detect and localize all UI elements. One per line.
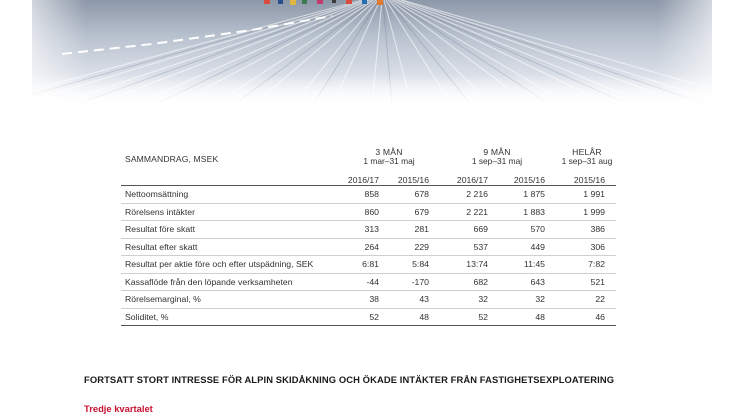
row-label: Resultat per aktie före och efter utspädning, SEK	[125, 259, 314, 269]
table-row	[121, 309, 616, 326]
cell-value: 679	[414, 206, 429, 217]
column-header: 2016/17	[347, 175, 379, 185]
cell-value: 2 216	[466, 189, 488, 199]
column-header: 2015/16	[573, 175, 605, 185]
cell-value: -44	[366, 276, 379, 287]
cell-value: 1 883	[523, 206, 545, 217]
cell-value: 281	[414, 224, 429, 234]
cell-value: 48	[419, 311, 429, 322]
row-label: Rörelsemarginal, %	[125, 294, 201, 304]
cell-value: 11:45	[523, 259, 545, 269]
cell-value: 48	[535, 311, 545, 322]
group-helar: HELÅR 1 sep–31 aug	[561, 147, 613, 166]
table-title: SAMMANDRAG, MSEK	[125, 154, 219, 164]
column-header: 2015/16	[397, 175, 429, 185]
cell-value: 229	[414, 241, 429, 252]
cell-value: 669	[473, 224, 488, 234]
row-label: Soliditet, %	[125, 311, 169, 322]
cell-value: 5:84	[412, 259, 429, 269]
row-label: Resultat efter skatt	[125, 241, 198, 252]
table-header	[121, 144, 616, 185]
cell-value: 537	[473, 241, 488, 252]
table-row	[121, 204, 616, 221]
cell-value: 52	[478, 311, 488, 322]
column-header: 2016/17	[456, 175, 488, 185]
cell-value: 43	[419, 294, 429, 304]
ski-slope-photo	[32, 0, 712, 106]
cell-value: 1 999	[583, 206, 605, 217]
cell-value: 521	[590, 276, 605, 287]
table-row	[121, 186, 616, 203]
summary-table	[121, 144, 616, 326]
table-row	[121, 239, 616, 256]
cell-value: -170	[411, 276, 429, 287]
cell-value: 1 991	[583, 189, 605, 199]
cell-value: 32	[478, 294, 488, 304]
cell-value: 1 875	[523, 189, 545, 199]
bottom-rule	[121, 325, 616, 326]
cell-value: 32	[535, 294, 545, 304]
cell-value: 2 221	[466, 206, 488, 217]
table-row	[121, 291, 616, 308]
cell-value: 13:74	[466, 259, 488, 269]
cell-value: 860	[364, 206, 379, 217]
row-label: Resultat före skatt	[125, 224, 196, 234]
cell-value: 313	[364, 224, 379, 234]
table-row	[121, 221, 616, 238]
sub-heading: Tredje kvartalet	[84, 403, 153, 414]
cell-value: 678	[414, 189, 429, 199]
cell-value: 6:81	[362, 259, 379, 269]
cell-value: 7:82	[588, 259, 605, 269]
cell-value: 682	[473, 276, 488, 287]
cell-value: 570	[530, 224, 545, 234]
column-header: 2015/16	[513, 175, 545, 185]
row-label: Kassaflöde från den löpande verksamheten	[125, 276, 293, 287]
cell-value: 46	[595, 311, 605, 322]
section-heading: FORTSATT STORT INTRESSE FÖR ALPIN SKIDÅKNING OCH ÖKADE INTÄKTER FRÅN FASTIGHETSEXPLOATERING	[84, 374, 615, 385]
cell-value: 386	[590, 224, 605, 234]
table-row	[121, 256, 616, 273]
cell-value: 22	[595, 294, 605, 304]
group-3-man: 3 MÅN 1 mar–31 maj	[363, 147, 415, 166]
cell-value: 38	[369, 294, 379, 304]
group-9-man: 9 MÅN 1 sep–31 maj	[471, 147, 523, 166]
cell-value: 643	[530, 276, 545, 287]
cell-value: 264	[364, 241, 379, 252]
cell-value: 858	[364, 189, 379, 199]
table-row	[121, 274, 616, 291]
row-label: Rörelsens intäkter	[125, 206, 196, 217]
cell-value: 306	[590, 241, 605, 252]
cell-value: 449	[530, 241, 545, 252]
cell-value: 52	[369, 311, 379, 322]
row-label: Nettoomsättning	[125, 189, 189, 199]
